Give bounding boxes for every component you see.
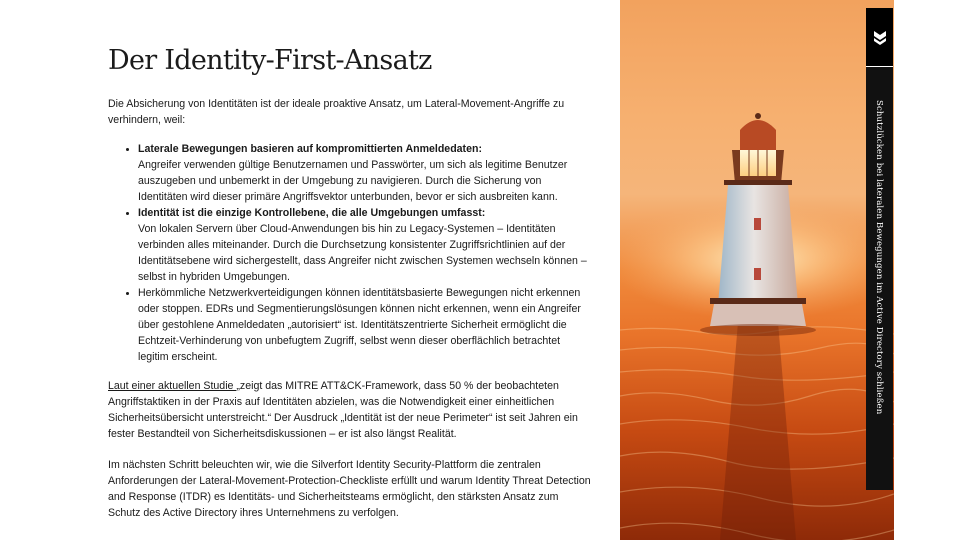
silverfort-logo-icon (866, 8, 893, 66)
page-title: Der Identity-First-Ansatz (108, 45, 432, 76)
study-text: „zeigt das MITRE ATT&CK-Framework, dass 50 % der beobachteten Angriffstaktiken in der Praxis auf Identitäten abzielen, was die Notwendigkeit einer einheitlichen Sicherheitsübersicht unterstreicht.“ Der Ausdruck „Identität ist der neue Perimeter“ ist seit Jahren ein fester Bestandteil von Sicherheitsdiskussionen – er ist also längst Realität. (108, 380, 578, 440)
lighthouse-image (620, 0, 894, 540)
lighthouse-illustration (620, 0, 894, 540)
list-item (138, 205, 592, 285)
bullet-list (108, 141, 592, 365)
sidebar-bar (866, 8, 893, 490)
chevron-logo-icon (873, 29, 887, 45)
study-link[interactable]: Laut einer aktuellen Studie (108, 380, 237, 392)
next-step-paragraph: Im nächsten Schritt beleuchten wir, wie die Silverfort Identity Security-Plattform die zentralen Anforderungen der Lateral-Movement-Protection-Checkliste erfüllt und warum Identity Threat Detection and Response (ITDR) es Identitäts- und Sicherheitsteams ermöglicht, den stärksten Ansatz zum Schutz des Active Directory ihres Unternehmens zu verfolgen. (108, 459, 591, 519)
intro-paragraph: Die Absicherung von Identitäten ist der ideale proaktive Ansatz, um Lateral-Movement-Angriffe zu verhindern, weil: (108, 98, 565, 126)
bullet-heading: • Laterale Bewegungen basieren auf kompromittierten Anmeldedaten: (138, 143, 482, 155)
bullet-body: Angreifer verwenden gültige Benutzernamen und Passwörter, um sich als legitime Benutzer auszugeben und unbemerkt in der Umgebung zu navigieren. Durch die Sicherung von Identitäten wird dieser primäre Angriffsvektor unterbunden, bevor er sich ausbreiten kann. (138, 159, 568, 203)
list-item (138, 285, 592, 365)
main-content (108, 44, 592, 521)
sidebar-section-title: Schutzlücken bei lateralen Bewegungen im Active Directory schließen (874, 100, 884, 415)
sidebar-divider (866, 66, 893, 67)
bullet-body: Herkömmliche Netzwerkverteidigungen können identitätsbasierte Bewegungen nicht erkennen oder stoppen. EDRs und Segmentierungslösungen können nicht erkennen, wenn ein Angreifer über gestohlene Anmeldedaten „autorisiert“ ist. Identitätszentrierte Sicherheit ermöglicht die Echtzeit-Verhinderung von unbefugtem Zugriff, selbst wenn dieser oberflächlich betrachtet legitim erscheint. (138, 287, 581, 363)
study-paragraph (108, 378, 592, 442)
list-item (138, 141, 592, 205)
bullet-heading: • Identität ist die einzige Kontrollebene, die alle Umgebungen umfasst: (138, 207, 486, 219)
bullet-body: Von lokalen Servern über Cloud-Anwendungen bis hin zu Legacy-Systemen – Identitäten verbinden alles miteinander. Durch die Durchsetzung konsistenter Zugriffsrichtlinien auf der Identitätsebene wird sichergestellt, dass Angreifer nicht zwischen Systemen wechseln können – selbst in hybriden Umgebungen. (138, 223, 587, 283)
